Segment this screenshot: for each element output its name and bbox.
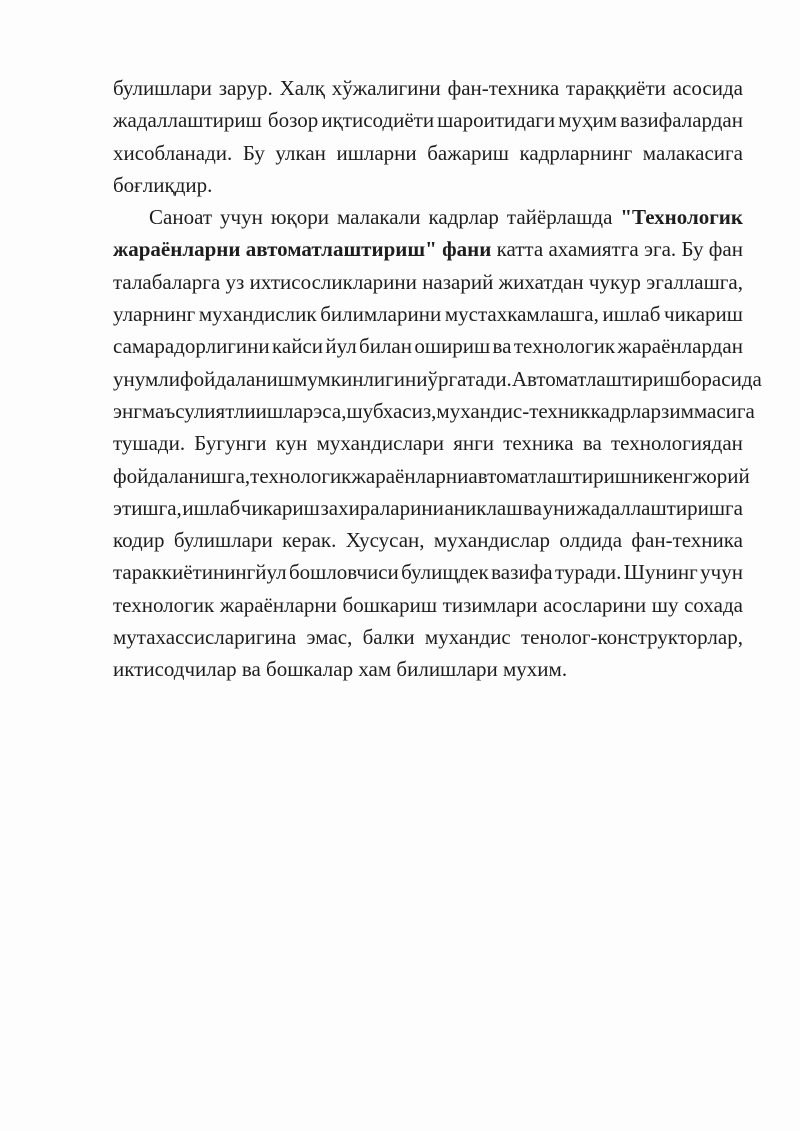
text-word: билимларини	[320, 302, 442, 327]
text-word: асосларини	[543, 592, 647, 617]
text-word: технологик	[113, 592, 215, 617]
text-line	[113, 266, 743, 298]
text-word: ва	[582, 431, 602, 456]
text-word: булищдек	[401, 560, 489, 585]
text-word: булишлари	[113, 76, 212, 100]
text-line	[113, 169, 743, 201]
text-segment: боғлиқдир.	[113, 172, 213, 197]
text-word: асосида	[672, 76, 743, 100]
text-word: ва	[492, 334, 512, 359]
text-word: фойдаланиш	[179, 366, 294, 391]
text-line	[113, 653, 743, 685]
text-word: учун	[220, 205, 263, 230]
text-word: тараққиёти	[565, 76, 666, 100]
text-word: маъсулиятли	[141, 398, 256, 423]
text-word: сохада	[684, 592, 743, 617]
text-word: тизимлари	[442, 592, 538, 617]
text-word: Саноат	[149, 205, 213, 230]
text-word: мухандислар	[433, 528, 551, 553]
text-word: чикариш	[664, 302, 743, 327]
text-line	[113, 427, 743, 459]
text-word: юқори	[270, 205, 329, 230]
text-word: захираларини	[320, 495, 444, 520]
text-word: учун	[700, 560, 743, 585]
text-line	[113, 589, 743, 621]
text-word: назарий	[422, 269, 494, 294]
text-line	[113, 460, 750, 492]
text-word: бошкариш	[342, 592, 438, 617]
text-word: балки	[362, 625, 415, 650]
text-word: жараёнларни	[219, 592, 337, 617]
text-word: Автоматлаштириш	[511, 366, 681, 391]
text-word: жараёнлардан	[617, 334, 743, 359]
text-word: янги	[453, 431, 494, 456]
text-word: фойдаланишга,	[113, 463, 251, 488]
text-word: билан	[359, 334, 412, 359]
text-word: технологик	[250, 463, 352, 488]
text-word: Бугунги	[194, 431, 267, 456]
text-line	[113, 137, 743, 169]
text-word: ошириш	[414, 334, 491, 359]
text-word: туради.	[554, 560, 622, 585]
text-word: уз	[225, 269, 245, 294]
text-word: ишларни	[336, 140, 417, 165]
text-word: кайси	[272, 334, 324, 359]
text-word: ишлаб	[602, 302, 661, 327]
text-word: мухандислари	[316, 431, 444, 456]
text-line	[113, 363, 762, 395]
text-word: иқтисодиёти	[321, 108, 435, 133]
text-word: муҳим	[558, 108, 618, 133]
text-word: эга.	[643, 237, 677, 262]
document-text	[113, 72, 762, 686]
text-line	[113, 556, 743, 588]
text-word: олдида	[559, 528, 623, 553]
text-word-bold: жараёнларни	[113, 237, 241, 262]
text-word: жихатдан	[498, 269, 584, 294]
text-word: зиммасига	[661, 398, 755, 423]
text-line	[113, 298, 743, 330]
text-word: кенг	[653, 463, 693, 488]
text-word: шубхасиз,	[346, 398, 437, 423]
text-word: фан	[708, 237, 743, 262]
text-word: вазифа	[491, 560, 553, 585]
text-word: кадрлар	[590, 398, 662, 423]
text-word: самарадорлигини	[113, 334, 270, 359]
text-word: чукур	[588, 269, 641, 294]
text-word: мутахассисларигина	[113, 625, 297, 650]
text-word: эмас,	[306, 625, 353, 650]
text-line	[113, 395, 755, 427]
text-word: ишлар	[255, 398, 314, 423]
text-word-bold: "Технологик	[620, 205, 743, 230]
text-word: Бу	[242, 140, 265, 165]
text-word: ўргатади.	[427, 366, 512, 391]
text-word: аниклаш	[444, 495, 523, 520]
text-word: тайёрлашда	[506, 205, 613, 230]
text-word: мухандислик	[198, 302, 317, 327]
text-line	[113, 492, 743, 524]
text-segment: иктисодчилар ва бошкалар хам билишлари мухим.	[113, 657, 568, 682]
text-word: фан-техника	[447, 76, 560, 100]
text-word: фан-техника	[631, 528, 743, 553]
text-word: булишлари	[173, 528, 273, 553]
text-word: эса,	[313, 398, 347, 423]
text-word: бажариш	[427, 140, 509, 165]
text-word: ахамиятга	[548, 237, 639, 262]
text-line	[113, 524, 743, 556]
text-word: жадаллаштириш	[113, 108, 262, 133]
text-line	[113, 72, 743, 104]
text-word: тараккиётинингйул	[113, 560, 287, 585]
text-word: вазифалардан	[620, 108, 743, 133]
text-word: уларнинг	[113, 302, 196, 327]
text-word: мумкинлигини	[293, 366, 428, 391]
text-word: технологиядан	[611, 431, 743, 456]
text-word: Бу	[681, 237, 704, 262]
text-word: мухандис-техник	[436, 398, 591, 423]
text-word: керак.	[282, 528, 337, 553]
text-word: Хусусан,	[345, 528, 425, 553]
text-word: тушади.	[113, 431, 186, 456]
text-word: талабаларга	[113, 269, 221, 294]
text-word: ишлаб	[182, 495, 241, 520]
text-line	[113, 201, 743, 233]
text-word: кадрлар	[428, 205, 499, 230]
text-word: малакасига	[642, 140, 743, 165]
text-word: Шунинг	[623, 560, 698, 585]
text-word: уни	[542, 495, 576, 520]
text-word: жараёнларни	[351, 463, 469, 488]
text-word: ва	[523, 495, 542, 520]
text-word: техника	[503, 431, 574, 456]
text-word: мухандис	[424, 625, 511, 650]
text-line	[113, 621, 743, 653]
text-word: улкан	[275, 140, 326, 165]
text-word: Халқ	[279, 76, 325, 100]
text-line	[113, 233, 743, 265]
text-word: катта	[496, 237, 544, 262]
text-word: кодир	[113, 528, 165, 553]
text-word: кун	[275, 431, 308, 456]
text-word: хисобланади.	[113, 140, 233, 165]
text-word: чикариш	[240, 495, 320, 520]
text-word: технологик	[513, 334, 616, 359]
text-word: малакали	[336, 205, 421, 230]
text-word: зарур.	[218, 76, 273, 100]
text-word: эгаллашга,	[646, 269, 743, 294]
text-word: жорий	[692, 463, 750, 488]
text-word: йул	[325, 334, 357, 359]
text-word-bold: автоматлаштириш"	[245, 237, 437, 262]
text-word: борасида	[680, 366, 762, 391]
text-word: кадрларнинг	[519, 140, 633, 165]
text-word: этишга,	[113, 495, 182, 520]
text-line	[113, 330, 743, 362]
text-word: ихтисосликларини	[249, 269, 417, 294]
text-word: мустахкамлашга,	[444, 302, 599, 327]
text-word: бошловчиси	[288, 560, 399, 585]
text-word: унумли	[113, 366, 180, 391]
text-word: хўжалигини	[331, 76, 441, 100]
text-word: шу	[651, 592, 679, 617]
text-word: автоматлаштиришни	[468, 463, 654, 488]
text-word: энг	[113, 398, 142, 423]
text-word: бозор	[267, 108, 319, 133]
text-word: жадаллаштиришга	[576, 495, 743, 520]
text-word: шароитидаги	[437, 108, 556, 133]
text-word-bold: фани	[442, 237, 492, 262]
text-line	[113, 104, 743, 136]
text-word: тенолог-конструкторлар,	[520, 625, 743, 650]
